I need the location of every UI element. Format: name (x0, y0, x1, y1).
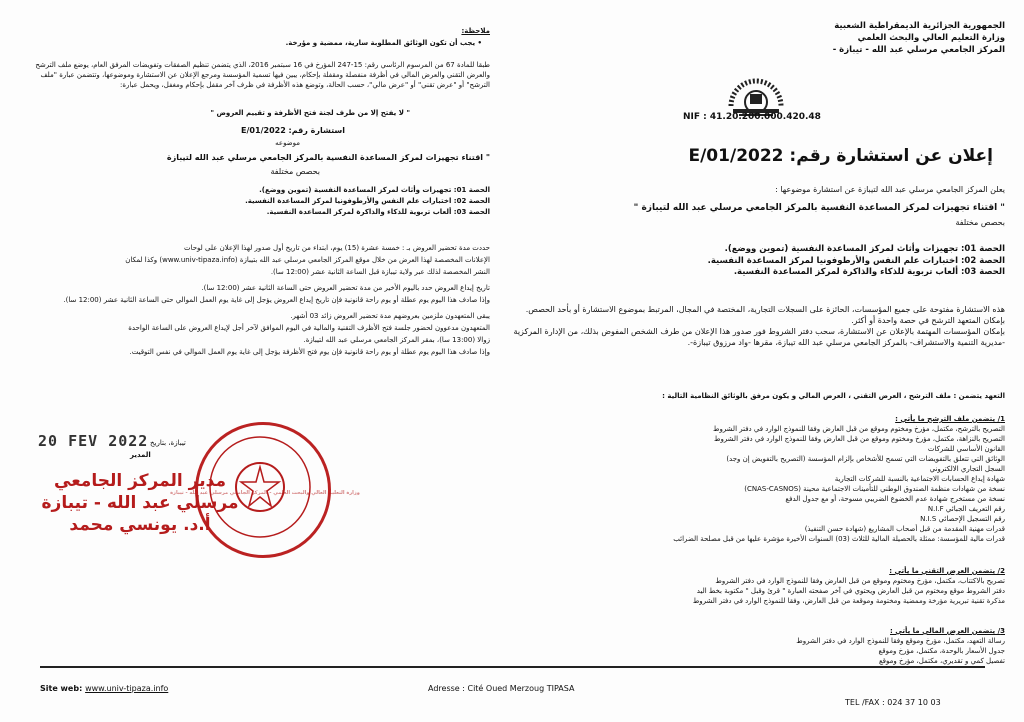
subject-label: موضوعه (275, 139, 300, 147)
candidacy-section (505, 414, 1005, 544)
left-subject-subtitle: بحصص مختلفة (270, 167, 320, 176)
financial-offer-section (505, 626, 1005, 666)
lot-item: الحصة 03: ألعاب تربوية للذكاء والذاكرة لمركز المساعدة النفسية. (733, 267, 1005, 277)
consultation-number: استشارة رقم: 2022/E/01 (241, 126, 345, 135)
footer-phone: TEL /FAX : 024 37 10 03 (845, 698, 941, 707)
nif-number: NIF : 41.20.200.000.420.48 (683, 112, 821, 122)
opening-line: وإذا صادف هذا اليوم يوم عطلة أو يوم راحة قانونية فإن يوم فتح الأظرفة يؤجل إلى غاية يوم العمل الموالي في نفس التوقيت. (129, 348, 490, 356)
procedure-text (25, 242, 490, 358)
technical-offer-section (505, 566, 1005, 606)
signature-line: أ.د. يونسي محمد (69, 515, 211, 535)
footer-address: Adresse : Cité Oued Merzoug TIPASA (428, 684, 575, 693)
site-label: Site web: (40, 684, 83, 693)
deposit-line: تاريخ إيداع العروض حدد باليوم الأخير من مدة تحضير العروض حتى الساعة الثانية عشر (12:00 سا). (201, 284, 490, 292)
left-lots-list (160, 185, 490, 218)
deposit-line: وإذا صادف هذا اليوم يوم عطلة أو يوم راحة قانونية فإن تاريخ إيداع العروض يؤجل إلى غاية يوم العمل الموالي حتى الساعة الثانية عشر (12:00 سا). (63, 296, 490, 304)
note-label: ملاحظة: (461, 27, 490, 35)
list-item: تفصيل كمي و تقديري، مكتمل، مؤرخ وموقع (878, 657, 1005, 665)
lot-item: الحصة 01: تجهيزات وأثاث لمركز المساعدة النفسية (تموين ووضع). (724, 244, 1005, 254)
duration-line: حددت مدة تحضير العروض بـ : خمسة عشرة (15) يوم، ابتداء من تاريخ أول صدور لهذا الإعلان على لوحات (184, 244, 490, 252)
left-subject: " اقتناء تجهيزات لمركز المساعدة النفسية بالمركز الجامعي مرسلي عبد الله لتيبازة (166, 153, 490, 162)
list-item: دفتر الشروط موقع ومختوم من قبل العارض ويحتوي في آخر صفحته العبارة " قرئ وقبل " مكتوبة بخط اليد (696, 587, 1005, 595)
list-item: نسخة من مستخرج شهادة عدم الخضوع الضريبي مسوحة، أو مع جدول الدفع (785, 495, 1005, 503)
offer-intro: التعهد يتضمن : ملف الترشح ، العرض التقني ، العرض المالي و يكون مرفق بالوثائق النظامية التالية : (662, 392, 1005, 400)
left-column (20, 20, 490, 660)
list-item: الوثائق التي تتعلق بالتفويضات التي تسمح للأشخاص بإلزام المؤسسة (التصريح بالتفويض إن وجد) (726, 455, 1005, 463)
lot-item: الحصة 01: تجهيزات وأثاث لمركز المساعدة النفسية (تموين ووضع). (259, 186, 490, 194)
list-item: شهادة إيداع الحسابات الاجتماعية بالنسبة للشركات التجارية (834, 475, 1005, 483)
signature-stamp (40, 470, 240, 536)
announcement-title: إعلان عن استشارة رقم: 2022/E/01 (688, 146, 993, 166)
seal-text: وزارة التعليم العالي والبحث العلمي - المركز الجامعي مرسلي عبد الله - تيبازة (170, 490, 360, 496)
center-line: المركز الجامعي مرسلي عبد الله - تيبازة - (832, 45, 1005, 55)
director-label: المدير (130, 451, 151, 459)
do-not-open-text: " لا يفتح إلا من طرف لجنة فتح الأظرفة و تقييم العروض " (210, 109, 410, 117)
ministry-line: وزارة التعليم العالي والبحث العلمي (857, 33, 1005, 43)
list-item: جدول الأسعار بالوحدة، مكتمل، مؤرخ وموقع (878, 647, 1005, 655)
lot-item: الحصة 02: اختبارات علم النفس والأرطوفونيا لمركز المساعدة النفسية. (707, 255, 1005, 266)
signature-line: مدير المركز الجامعي (54, 471, 226, 491)
paragraph: بإمكان المؤسسات المهتمة بالإعلان عن الاستشارة، سحب دفتر الشروط فور صدور هذا الإعلان من طرف الشخص المفوض بذلك، من الإدارة المركزية -مديرية التنمية والاستشراف- بالمركز الجامعي مرسلي عبد الله تيبازة، مقرها -واد مرزوق تيبازة-. (513, 327, 1005, 347)
note-text: • يجب أن تكون الوثائق المطلوبة سارية، ممضية و مؤرخة. (285, 39, 482, 47)
paragraph: هذه الاستشارة مفتوحة على جميع المؤسسات، الحائزة على السجلات التجارية، المختصة في المجال، المرتبط بموضوع الاستشارة أو بأحد الحصص. (525, 305, 1005, 314)
section-title: 2/ يتضمن العرض التقني ما يأتي : (889, 567, 1005, 575)
list-item: نسخة من شهادات منظمة الصندوق الوطني للتأمينات الاجتماعية محينة (CNAS-CASNOS) (744, 485, 1005, 493)
signature-line: مرسلي عبد الله - تيبازة (41, 493, 239, 513)
subject-subtitle: بحصص مختلفة (955, 218, 1005, 227)
list-item: التصريح بالنزاهة، مكتمل، مؤرخ ومختوم وموقع من قبل العارض وفقا للنموذج الوارد في دفتر الشروط (713, 435, 1005, 443)
regulation-text: طبقا للمادة 67 من المرسوم الرئاسي رقم: 15-247 المؤرخ في 16 سبتمبر 2016، الذي يتضمن تنظيم الصفقات وتفويضات المرفق العام، يوضع ملف الترشح والعرض التقني والعرض المالي في أظرفة منفصلة ومقفلة بإحكام، يبين فيها تسمية المؤسسة ومرجع الإعلان عن الاستشارة وموضوعها، وتتضمن عبارة "ملف الترشح" أو "عرض تقني" أو "عرض مالي"، حسب الحالة، وتوضع هذه الأظرفة في ظرف آخر مقفل بإحكام ومغفل، ويحمل عبارة: (35, 61, 490, 89)
section-title: 3/ يتضمن العرض المالي ما يأتي : (890, 627, 1005, 635)
lot-item: الحصة 02: اختبارات علم النفس والأرطوفونيا لمركز المساعدة النفسية. (245, 197, 490, 205)
intro-text: يعلن المركز الجامعي مرسلي عبد الله لتيبازة عن استشارة موضوعها : (775, 185, 1005, 194)
list-item: قدرات مالية للمؤسسة: ممثلة بالحصيلة المالية للثلاث (03) السنوات الأخيرة مؤشرة عليها من قبل مصلحة الضرائب (673, 535, 1005, 543)
lots-list (625, 244, 1005, 279)
list-item: قدرات مهنية المقدمة من قبل أصحاب المشاريع (شهادة حسن التنفيذ) (804, 525, 1005, 533)
lot-item: الحصة 03: ألعاب تربوية للذكاء والذاكرة لمركز المساعدة النفسية. (266, 208, 490, 216)
opening-line: زوالا (13:00 سا)، بمقر المركز الجامعي مرسلي عبد الله لتيبازة. (303, 336, 490, 344)
list-item: التصريح بالترشح، مكتمل، مؤرخ ومختوم وموقع من قبل العارض وفقا للنموذج الوارد في دفتر الشروط (712, 425, 1005, 433)
conditions-text (510, 304, 1005, 348)
letterhead (745, 20, 1005, 56)
footer-divider (40, 666, 985, 668)
duration-line: الإعلانات المخصصة لهذا العرض من خلال موقع المركز الجامعي مرسلي عبد الله بتيبازة (www.univ-tipaza.info) وكذا لمكان (125, 256, 490, 264)
list-item: القانون الأساسي للشركات (927, 445, 1005, 453)
date-stamp: 20 FEV 2022 (38, 432, 149, 450)
date-label: تيبازة، بتاريخ (150, 439, 186, 447)
right-column (505, 14, 1005, 664)
list-item: السجل التجاري الالكتروني (929, 465, 1005, 473)
section-title: 1/ يتضمن ملف الترشح ما يأتي : (895, 415, 1005, 423)
list-item: رقم التعريف الجبائي N.I.F (927, 505, 1005, 513)
duration-line: النشر المخصصة لذلك عبر ولاية تيبازة قبل الساعة الثانية عشر (12:00 سا). (270, 268, 490, 276)
subject-text: " اقتناء تجهيزات لمركز المساعدة النفسية بالمركز الجامعي مرسلي عبد الله لتيبازة " (633, 203, 1005, 213)
paragraph: بإمكان المتعهد الترشح في حصة واحدة أو أكثر. (851, 316, 1005, 325)
list-item: مذكرة تقنية تبريرية مؤرخة وممضية ومختومة وموقعة من قبل العارض، وفقا للنموذج الوارد في دفتر الشروط (692, 597, 1005, 605)
list-item: تصريح بالاكتتاب، مكتمل، مؤرخ ومختوم وموقع من قبل العارض وفقا للنموذج الوارد في دفتر الشروط (715, 577, 1005, 585)
site-link[interactable]: www.univ-tipaza.info (85, 684, 169, 693)
footer-site (40, 684, 168, 693)
opening-line: المتعهدون مدعوون لحضور جلسة فتح الأظرف التقنية والمالية في اليوم الموافق لآخر أجل لإيداع العروض على الساعة الواحدة (128, 324, 490, 332)
list-item: رسالة التعهد، مكتمل، مؤرخ وموقع وفقا للنموذج الوارد في دفتر الشروط (796, 637, 1005, 645)
republic-line: الجمهورية الجزائرية الديمقراطية الشعبية (834, 21, 1005, 31)
list-item: رقم التسجيل الإحصائي N.I.S (920, 515, 1005, 523)
engagement-line: يبقى المتعهدون ملزمين بعروضهم مدة تحضير العروض زائد 03 أشهر. (290, 312, 490, 320)
